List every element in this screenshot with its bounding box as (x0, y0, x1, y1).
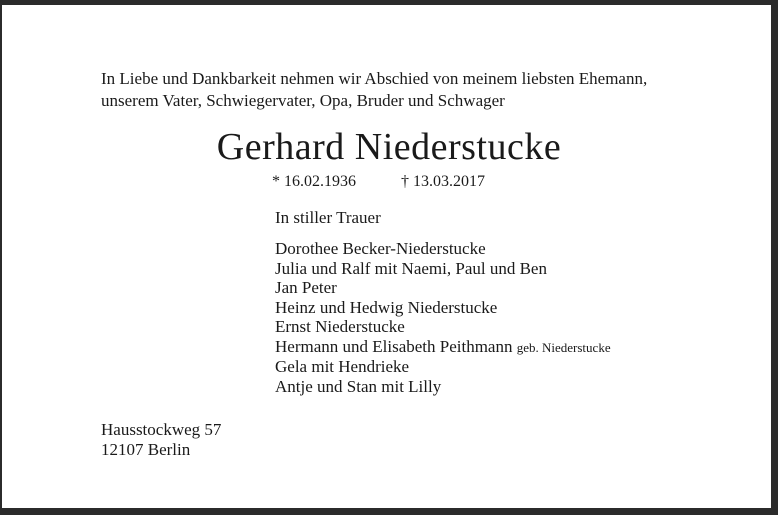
mourner-entry (275, 317, 611, 337)
mourner-name: Jan Peter (275, 278, 337, 297)
frame-border-bottom (0, 508, 778, 515)
maiden-name-note: geb. Niederstucke (516, 339, 611, 355)
mourner-name: Hermann und Elisabeth Peithmann (275, 336, 513, 356)
address-street: Hausstockweg 57 (101, 420, 222, 439)
intro-text (101, 68, 647, 112)
address-city: 12107 Berlin (101, 440, 191, 459)
mourner-name: Julia und Ralf mit Naemi, Paul und Ben (275, 258, 547, 278)
mourner-entry (275, 239, 611, 259)
mourner-entry (275, 278, 611, 298)
mourning-label: In stiller Trauer (275, 208, 381, 227)
intro-line-1: In Liebe und Dankbarkeit nehmen wir Abschied von meinem liebsten Ehemann, (101, 69, 648, 88)
address-block (101, 420, 221, 460)
deceased-name: Gerhard Niederstucke (216, 126, 562, 168)
mourner-name: Heinz und Hedwig Niederstucke (275, 297, 498, 317)
mourners-list (275, 239, 611, 396)
frame-border-left (0, 0, 2, 515)
birth-date: * 16.02.1936 (272, 173, 356, 190)
mourner-entry (275, 357, 611, 377)
mourner-name: Dorothee Becker-Niederstucke (275, 239, 486, 258)
mourner-entry (275, 298, 611, 318)
mourner-name: Ernst Niederstucke (275, 317, 405, 336)
mourner-name: Antje und Stan mit Lilly (275, 376, 442, 396)
mourner-name: Gela mit Hendrieke (275, 357, 410, 376)
mourner-entry (275, 337, 611, 358)
death-date: † 13.03.2017 (401, 173, 485, 190)
mourner-entry (275, 377, 611, 397)
frame-border-right (771, 0, 778, 515)
mourner-entry (275, 259, 611, 279)
intro-line-2: unserem Vater, Schwiegervater, Opa, Bruder und Schwager (101, 91, 505, 110)
frame-border-top (0, 0, 778, 5)
